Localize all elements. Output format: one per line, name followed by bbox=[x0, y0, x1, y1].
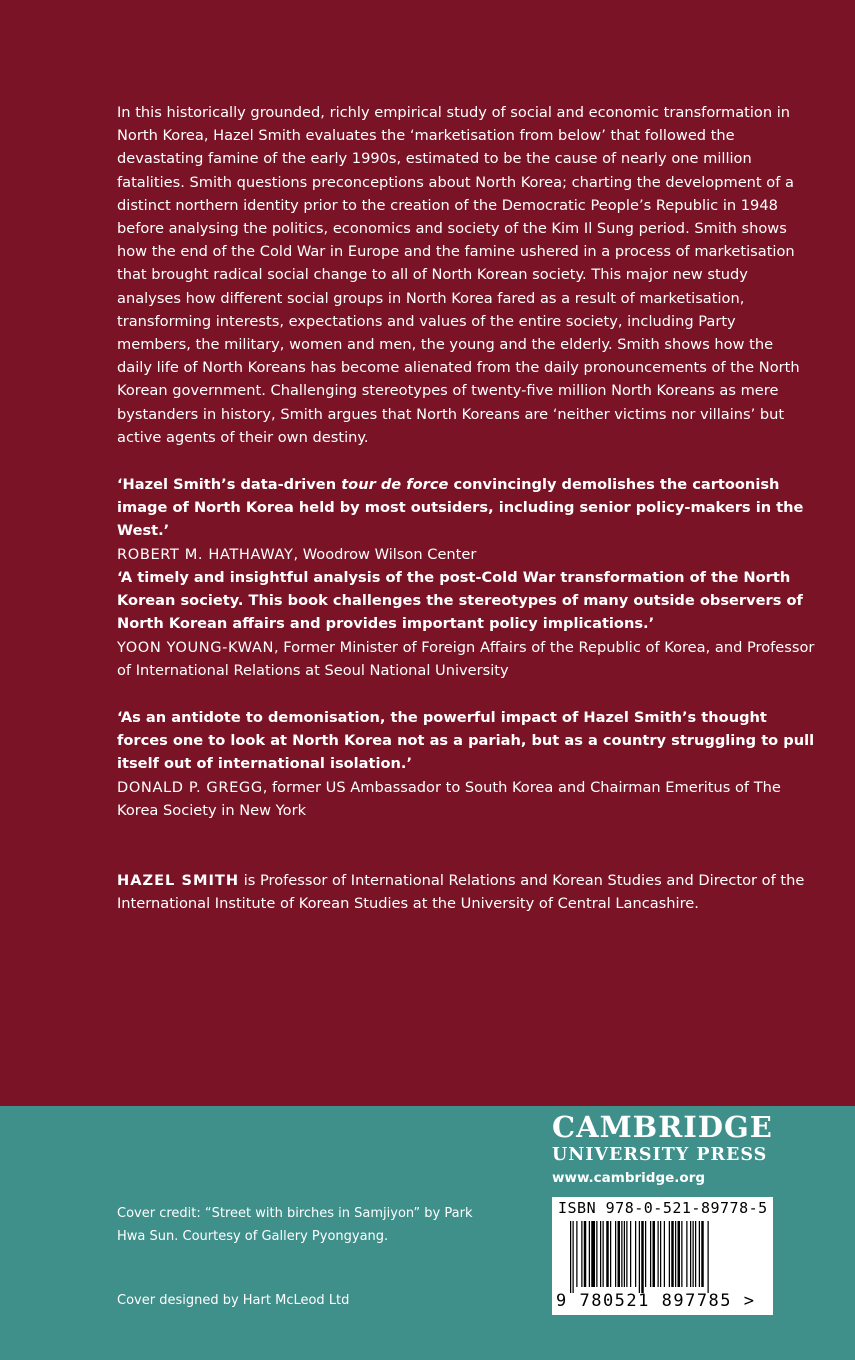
author-name: HAZEL SMITH bbox=[117, 872, 240, 889]
quote-italic-phrase: tour de force bbox=[341, 476, 449, 493]
barcode-bar bbox=[630, 1221, 631, 1287]
author-bio bbox=[117, 869, 807, 915]
barcode-bar bbox=[581, 1221, 582, 1287]
endorser-affiliation: , Former Minister of Foreign Affairs of the Republic of Korea, and Professor of International Relations at Seoul National University bbox=[117, 638, 815, 679]
barcode-bar bbox=[576, 1221, 577, 1287]
barcode-bar bbox=[690, 1221, 691, 1287]
barcode-bar bbox=[660, 1221, 661, 1287]
barcode-bar bbox=[624, 1221, 625, 1287]
barcode-bar bbox=[653, 1221, 656, 1287]
barcode-bar bbox=[675, 1221, 676, 1287]
barcode-bar bbox=[591, 1221, 595, 1287]
barcode-bar bbox=[603, 1221, 604, 1287]
barcode-bar bbox=[626, 1221, 627, 1287]
barcode-bar bbox=[621, 1221, 622, 1287]
author-bio-text: is Professor of International Relations and Korean Studies and Director of the International Institute of Korean Studies at the University of Central Lancashire. bbox=[117, 872, 805, 913]
endorser-affiliation: , Woodrow Wilson Center bbox=[293, 545, 477, 563]
barcode-bar bbox=[686, 1221, 687, 1287]
barcode-bar bbox=[678, 1221, 681, 1287]
endorsement-source bbox=[117, 636, 819, 682]
barcode-bar bbox=[699, 1221, 700, 1287]
endorsement-quote: ‘Hazel Smith’s data-driven tour de force convincingly demolishes the cartoonish image of North Korea held by most outsiders, including senior policy-makers in the West.’ bbox=[117, 476, 804, 540]
cover-credit: Cover credit: “Street with birches in Samjiyon” by Park Hwa Sun. Courtesy of Gallery Pyongyang. bbox=[117, 1206, 473, 1244]
barcode-bar bbox=[641, 1221, 644, 1293]
barcode-bar bbox=[669, 1221, 670, 1287]
barcode-bar bbox=[606, 1221, 609, 1287]
barcode-bar bbox=[600, 1221, 601, 1287]
endorser-name: YOON YOUNG-KWAN bbox=[117, 638, 275, 656]
publisher-logo bbox=[552, 1110, 777, 1190]
barcode-bar bbox=[664, 1221, 665, 1287]
barcode-bar bbox=[570, 1221, 571, 1293]
endorser-affiliation: , former US Ambassador to South Korea and Chairman Emeritus of The Korea Society in New York bbox=[117, 778, 781, 819]
endorsement-source bbox=[117, 776, 819, 822]
barcode-bars bbox=[570, 1221, 760, 1293]
endorser-name: ROBERT M. HATHAWAY bbox=[117, 545, 294, 563]
barcode-bar bbox=[635, 1221, 636, 1287]
barcode-bar bbox=[681, 1221, 682, 1287]
barcode-bar bbox=[695, 1221, 696, 1287]
barcode-bar bbox=[658, 1221, 659, 1287]
cover-designer-credit: Cover designed by Hart McLeod Ltd bbox=[117, 1293, 350, 1308]
barcode-bar bbox=[573, 1221, 574, 1293]
endorsement-quote: ‘A timely and insightful analysis of the post-Cold War transformation of the North Korean society. This book challenges the stereotypes of many outside observers of North Korean affairs and provides important policy implications.’ bbox=[117, 569, 803, 633]
endorsement-source bbox=[117, 543, 819, 566]
barcode-digits: 9 780521 897785 > bbox=[556, 1291, 756, 1311]
barcode-bar bbox=[693, 1221, 694, 1287]
endorsement-quote: ‘As an antidote to demonisation, the powerful impact of Hazel Smith’s thought forces one to look at North Korea not as a pariah, but as a country struggling to pull itself out of international isolation.’ bbox=[117, 709, 815, 773]
book-description: In this historically grounded, richly empirical study of social and economic transformation in North Korea, Hazel Smith evaluates the ‘marketisation from below’ that followed the devastating famine of the early 1990s, estimated to be the cause of nearly one million fatalities. Smith questions preconceptions about North Korea; charting the development of a distinct northern identity prior to the creation of the Democratic People’s Republic in 1948 before analysing the politics, economics and society of the Kim Il Sung period. Smith shows how the end of the Cold War in Europe and the famine ushered in a process of marketisation that brought radical social change to all of North Korean society. This major new study analyses how different social groups in North Korea fared as a result of marketisation, transforming interests, expectations and values of the entire society, including Party members, the military, women and men, the young and the elderly. Smith shows how the daily life of North Koreans has become alienated from the daily pronouncements of the North Korean government. Challenging stereotypes of twenty-five million North Koreans as mere bystanders in history, Smith argues that North Koreans are ‘neither victims nor villains’ but active agents of their own destiny. bbox=[117, 104, 800, 446]
barcode-bar bbox=[708, 1221, 709, 1293]
publisher-name: CAMBRIDGE bbox=[552, 1110, 773, 1144]
barcode-bar bbox=[596, 1221, 597, 1287]
endorsement-yoon bbox=[117, 566, 819, 682]
barcode-bar bbox=[671, 1221, 674, 1287]
barcode-bar bbox=[650, 1221, 651, 1287]
barcode-bar bbox=[645, 1221, 646, 1287]
barcode-bar bbox=[615, 1221, 616, 1287]
publisher-url: www.cambridge.org bbox=[552, 1170, 706, 1186]
isbn-barcode bbox=[552, 1197, 773, 1315]
isbn-label: ISBN 978-0-521-89778-5 bbox=[558, 1199, 768, 1217]
endorsement-gregg bbox=[117, 706, 819, 822]
barcode-bar bbox=[618, 1221, 621, 1287]
barcode-bar bbox=[589, 1221, 590, 1287]
barcode-bar bbox=[584, 1221, 587, 1287]
endorser-name: DONALD P. GREGG bbox=[117, 778, 263, 796]
barcode-bar bbox=[701, 1221, 704, 1287]
publisher-press: UNIVERSITY PRESS bbox=[552, 1145, 768, 1165]
endorsement-hathaway bbox=[117, 473, 819, 566]
barcode-bar bbox=[610, 1221, 611, 1287]
barcode-bar bbox=[639, 1221, 640, 1293]
